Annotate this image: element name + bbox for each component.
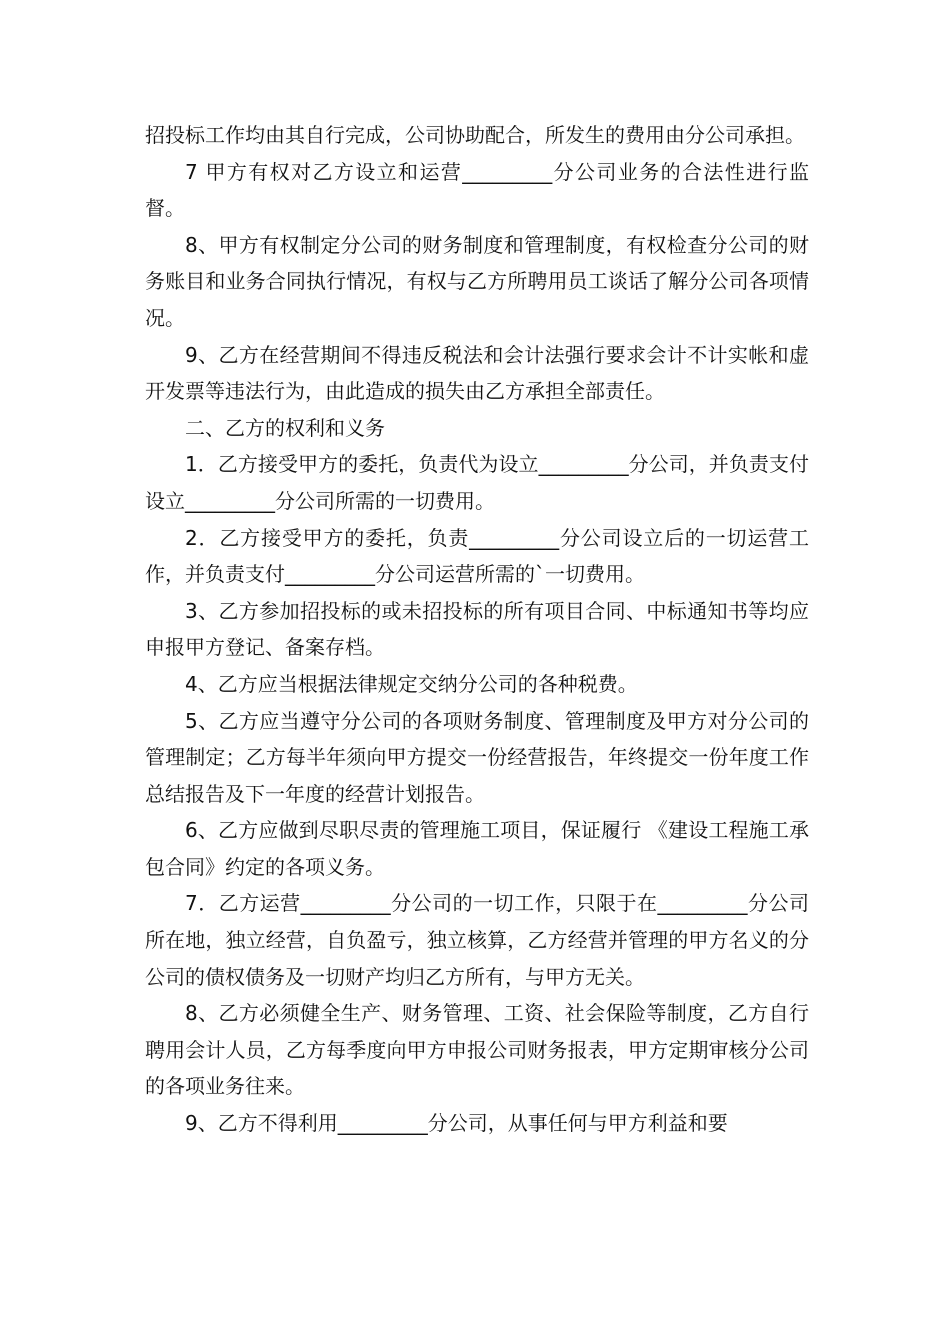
paragraph-b-clause-2: 2．乙方接受甲方的委托，负责_________分公司设立后的一切运营工作，并负责支付_________分公司运营所需的`一切费用。: [145, 525, 809, 587]
paragraph-clause-8-financial-rules: 8、甲方有权制定分公司的财务制度和管理制度，有权检查分公司的财务账目和业务合同执行情况，有权与乙方所聘用员工谈话了解分公司各项情况。: [145, 232, 809, 330]
paragraph-b-clause-1: 1．乙方接受甲方的委托，负责代为设立_________分公司，并负责支付设立_________分公司所需的一切费用。: [145, 452, 809, 513]
paragraph-b-clause-3: 3、乙方参加招投标的或未招投标的所有项目合同、中标通知书等均应申报甲方登记、备案存档。: [145, 598, 809, 660]
section-heading-party-b-rights: 二、乙方的权利和义务: [185, 415, 385, 440]
paragraph-clause-7-supervision: 7 甲方有权对乙方设立和运营_________分公司业务的合法性进行监督。: [145, 159, 809, 221]
paragraph-b-clause-8: 8、乙方必须健全生产、财务管理、工资、社会保险等制度，乙方自行聘用会计人员，乙方每季度向甲方申报公司财务报表，甲方定期审核分公司的各项业务往来。: [145, 1001, 809, 1099]
paragraph-b-clause-4: 4、乙方应当根据法律规定交纳分公司的各种税费。: [185, 671, 638, 696]
paragraph-b-clause-7: 7．乙方运营_________分公司的一切工作，只限于在_________分公司所在地，独立经营，自负盈亏，独立核算，乙方经营并管理的甲方名义的分公司的债权债务及一切财产均归乙方所有，与甲方无关。: [145, 891, 809, 989]
paragraph-b-clause-5: 5、乙方应当遵守分公司的各项财务制度、管理制度及甲方对分公司的管理制定；乙方每半年须向甲方提交一份经营报告，年终提交一份年度工作总结报告及下一年度的经营计划报告。: [145, 708, 809, 806]
document-page: [145, 117, 809, 1142]
paragraph-clause-9-tax-law: 9、乙方在经营期间不得违反税法和会计法强行要求会计不计实帐和虚开发票等违法行为，由此造成的损失由乙方承担全部责任。: [145, 342, 809, 404]
paragraph-b-clause-6: 6、乙方应做到尽职尽责的管理施工项目，保证履行 《建设工程施工承包合同》约定的各项义务。: [145, 818, 809, 879]
paragraph-b-clause-9: 9、乙方不得利用_________分公司，从事任何与甲方利益和要: [185, 1111, 728, 1136]
paragraph-continuation: 招投标工作均由其自行完成，公司协助配合，所发生的费用由分公司承担。: [145, 123, 805, 147]
